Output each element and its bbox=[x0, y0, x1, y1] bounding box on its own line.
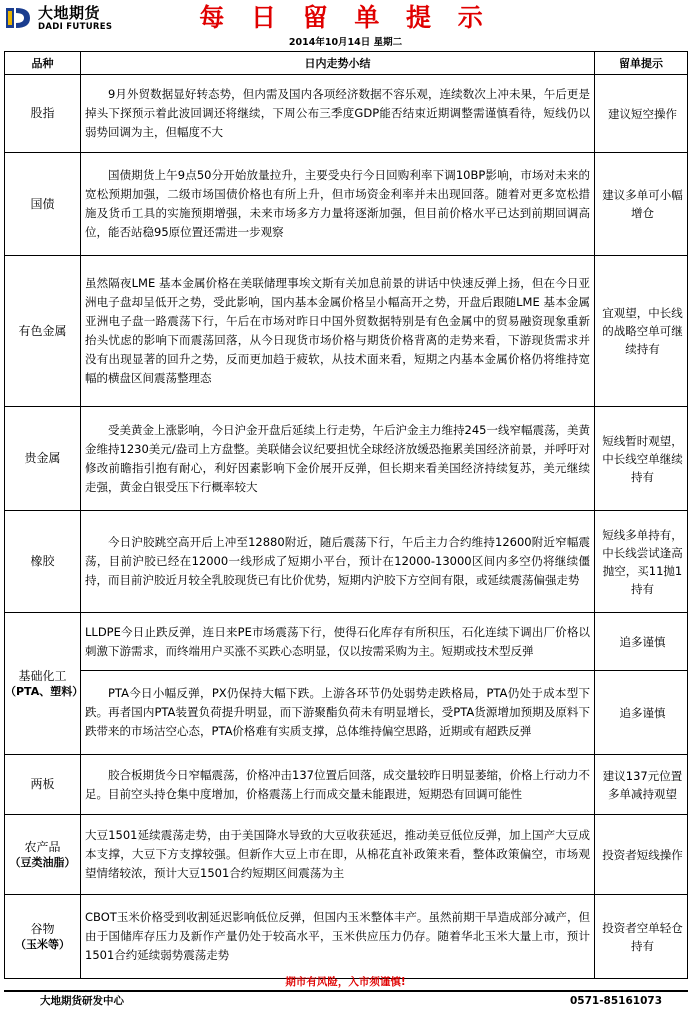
variety-subname: （玉米等） bbox=[15, 938, 70, 951]
variety-name: 基础化工 bbox=[18, 669, 67, 683]
variety-subname: （PTA、塑料） bbox=[5, 685, 84, 698]
variety-name: 谷物 bbox=[30, 922, 55, 936]
table-row bbox=[5, 511, 688, 613]
column-header-variety: 品种 bbox=[5, 52, 81, 75]
summary-cell: CBOT玉米价格受到收割延迟影响低位反弹，但国内玉米整体丰产。虽然前期干旱造成部分减产，但由于国储库存压力及新作产量仍处于较高水平，玉米供应压力仍存。随着华北玉米大量上市，预计1501合约延续弱势震荡走势 bbox=[81, 895, 595, 979]
advice-cell: 短线多单持有，中长线尝试逢高抛空，买11抛1持有 bbox=[595, 511, 688, 613]
summary-cell: PTA今日小幅反弹，PX仍保持大幅下跌。上游各环节仍处弱势走跌格局，PTA仍处于成本型下跌。再者国内PTA装置负荷提升明显，而下游聚酯负荷未有明显增长，受PTA货源增加预期及原料下跌带来的市场沽空心态，PTA价格难有实质支撑，总体维持偏空思路，近期或有超跌反弹 bbox=[81, 671, 595, 755]
summary-cell: 9月外贸数据显好转态势，但内需及国内各项经济数据不容乐观，连续数次上冲未果，午后更是掉头下探预示着此波回调还将继续，下周公布三季度GDP能否结束近期调整需谨慎看待，短线仍以弱势回调为主，但幅度不大 bbox=[81, 75, 595, 153]
table-row bbox=[5, 815, 688, 895]
advice-cell: 短线暂时观望，中长线空单继续持有 bbox=[595, 407, 688, 511]
advice-cell: 追多谨慎 bbox=[595, 613, 688, 671]
risk-notice: 期市有风险，入市须谨慎! bbox=[285, 976, 406, 988]
summary-cell: 受美黄金上涨影响，今日沪金开盘后延续上行走势，午后沪金主力维持245一线窄幅震荡，美黄金维持1230美元/盎司上方盘整。美联储会议纪要担忧全球经济放缓恐拖累美国经济前景，并呼吁对修改前瞻指引抱有耐心，利好因素影响下金价展开反弹，但长期来看美国经济持续复苏，美元继续走强，黄金白银受压下行概率较大 bbox=[81, 407, 595, 511]
table-row bbox=[5, 407, 688, 511]
table-row bbox=[5, 755, 688, 815]
advice-cell: 投资者短线操作 bbox=[595, 815, 688, 895]
footer bbox=[4, 990, 688, 1010]
page-title: 每 日 留 单 提 示 bbox=[199, 3, 492, 32]
contact-phone: 0571-85161073 bbox=[569, 995, 662, 1007]
variety-cell: 橡胶 bbox=[5, 511, 81, 613]
advice-cell: 建议多单可小幅增仓 bbox=[595, 153, 688, 256]
table-row bbox=[5, 613, 688, 671]
advice-cell: 建议137元位置多单减持观望 bbox=[595, 755, 688, 815]
advice-cell: 建议短空操作 bbox=[595, 75, 688, 153]
summary-table bbox=[4, 51, 688, 979]
summary-cell: 虽然隔夜LME 基本金属价格在美联储理事埃文斯有关加息前景的讲话中快速反弹上扬，但在今日亚洲电子盘却呈低开之势，受此影响，国内基本金属价格呈小幅高开之势，开盘后跟随LME 基本金属亚洲电子盘一路震荡下行，午后在市场对昨日中国外贸数据特别是有色金属中的贸易融资现象重新抬头忧虑的影响下而震荡回落，从今日现货市场价格与期货价格背离的走势来看，下游现货需求并没有出现显著的回升之势，反而更加趋于疲软，从技术面来看，短期之内基本金属价格仍将维持宽幅的横盘区间震荡整理态 bbox=[81, 256, 595, 407]
summary-cell: 今日沪胶跳空高开后上冲至12880附近，随后震荡下行，午后主力合约维持12600附近窄幅震荡，目前沪胶已经在12000一线形成了短期小平台，预计在12000-13000区间内多空仍将继续僵持，而目前沪胶近月较全乳胶现货已有比价优势，短期内沪胶下方空间有限，或延续震荡偏强走势 bbox=[81, 511, 595, 613]
logo-chinese-name: 大地期货 bbox=[38, 4, 101, 22]
advice-cell: 宜观望，中长线的战略空单可继续持有 bbox=[595, 256, 688, 407]
variety-cell: 国债 bbox=[5, 153, 81, 256]
summary-cell: LLDPE今日止跌反弹，连日来PE市场震荡下行，使得石化库存有所积压，石化连续下调出厂价格以刺激下游需求，而终端用户买涨不买跌心态明显，仅以按需采购为主。短期或技术型反弹 bbox=[81, 613, 595, 671]
variety-cell bbox=[5, 815, 81, 895]
advice-cell: 追多谨慎 bbox=[595, 671, 688, 755]
summary-cell: 大豆1501延续震荡走势，由于美国降水导致的大豆收获延迟，推动美豆低位反弹，加上国产大豆成本支撑，大豆下方支撑较强。但新作大豆上市在即，从棉花直补政策来看，整体政策偏空，市场观望情绪较浓，预计大豆1501合约短期区间震荡为主 bbox=[81, 815, 595, 895]
table-row bbox=[5, 895, 688, 979]
variety-cell: 贵金属 bbox=[5, 407, 81, 511]
variety-name: 农产品 bbox=[24, 840, 61, 854]
variety-cell: 有色金属 bbox=[5, 256, 81, 407]
variety-cell bbox=[5, 895, 81, 979]
table-row bbox=[5, 153, 688, 256]
logo-english-name: DADI FUTURES bbox=[38, 22, 113, 32]
table-row bbox=[5, 256, 688, 407]
table-row bbox=[5, 671, 688, 755]
variety-cell bbox=[5, 613, 84, 755]
summary-cell: 胶合板期货今日窄幅震荡，价格冲击137位置后回落，成交量较昨日明显萎缩，价格上行动力不足。目前空头持仓集中度增加，价格震荡上行而成交量未能跟进，短期恐有回调可能性 bbox=[81, 755, 595, 815]
table-header-row bbox=[5, 52, 688, 75]
column-header-advice: 留单提示 bbox=[595, 52, 688, 75]
variety-cell: 股指 bbox=[5, 75, 81, 153]
header bbox=[0, 0, 691, 36]
summary-cell: 国债期货上午9点50分开始放量拉升，主要受央行今日回购利率下调10BP影响，市场对未来的宽松预期加强，二级市场国债价格也有所上升，但市场资金利率并未出现回落。随着对更多宽松措施及货币工具的实施预期增强，未来市场多方力量将逐渐加强，但目前价格水平已达到前期回调高位，能否站稳95原位置还需进一步观察 bbox=[81, 153, 595, 256]
table-row bbox=[5, 75, 688, 153]
report-date: 2014年10月14日 星期二 bbox=[288, 37, 403, 48]
variety-subname: （豆类油脂） bbox=[9, 856, 76, 869]
variety-cell: 两板 bbox=[5, 755, 81, 815]
advice-cell: 投资者空单轻仓持有 bbox=[595, 895, 688, 979]
research-center-name: 大地期货研发中心 bbox=[40, 995, 124, 1007]
column-header-summary: 日内走势小结 bbox=[81, 52, 595, 75]
